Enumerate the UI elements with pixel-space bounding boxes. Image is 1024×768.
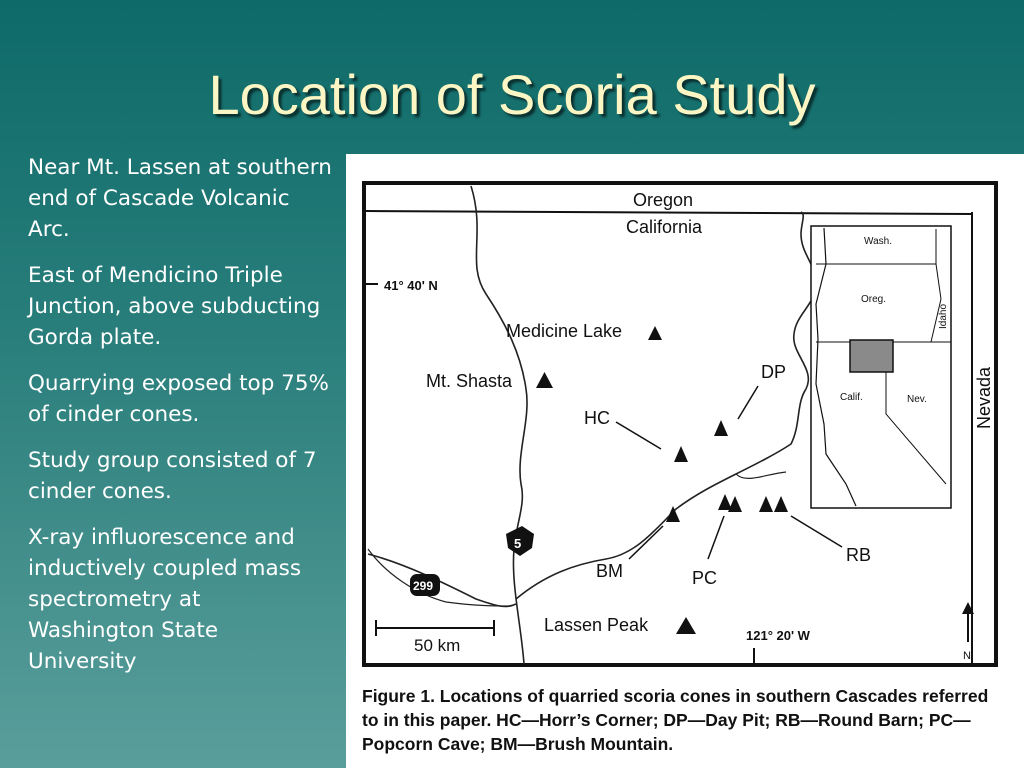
figure-caption: Figure 1. Locations of quarried scoria cones in southern Cascades referred to in this paper. HC—Horr’s Corner; DP—Day Pit; RB—Round Barn; PC—Popcorn Cave; BM—Brush Mountain. <box>362 686 989 754</box>
volcano-triangle <box>536 372 553 388</box>
longitude-label: 121° 20' W <box>746 628 810 643</box>
site-label-pc: PC <box>692 568 718 588</box>
river <box>736 472 786 478</box>
slide-title: Location of Scoria Study <box>208 63 816 126</box>
latitude-label: 41° 40' N <box>384 278 438 293</box>
interstate-label: 5 <box>514 536 522 551</box>
bullet-list <box>28 152 333 692</box>
state-label-california: California <box>626 217 703 237</box>
inset-label-wash: Wash. <box>864 236 892 247</box>
cinder-cone-markers <box>666 420 788 522</box>
state-label-oregon: Oregon <box>633 190 694 210</box>
site-label-rb: RB <box>846 545 872 565</box>
cinder-cone-marker <box>774 496 788 512</box>
inset-map <box>811 226 951 508</box>
bullet-item: Near Mt. Lassen at southern end of Cascade Volcanic Arc. <box>28 155 332 242</box>
leader-line <box>738 386 758 419</box>
bullet-item: East of Mendicino Triple Junction, above subducting Gorda plate. <box>28 263 321 350</box>
location-map <box>346 154 1024 684</box>
river <box>471 186 527 664</box>
study-area-box <box>850 340 893 372</box>
highway-299-route <box>368 549 511 606</box>
leader-line <box>708 516 724 559</box>
inset-label-nev: Nev. <box>907 394 927 405</box>
bullet-item: Quarrying exposed top 75% of cinder cones. <box>28 371 329 427</box>
mt-shasta-label: Mt. Shasta <box>426 371 513 391</box>
river <box>516 389 806 599</box>
cinder-cone-marker <box>714 420 728 436</box>
bullet-item: Study group consisted of 7 cinder cones. <box>28 448 317 504</box>
site-label-hc: HC <box>584 408 610 428</box>
bullet-item: X-ray influorescence and inductively coupled mass spectrometry at Washington State University <box>28 525 302 674</box>
site-label-dp: DP <box>761 362 787 382</box>
scale-label: 50 km <box>414 636 461 655</box>
inset-label-idaho: Idaho <box>938 303 949 329</box>
medicine-lake-label: Medicine Lake <box>506 321 623 341</box>
cinder-cone-marker <box>728 496 742 512</box>
site-label-bm: BM <box>596 561 623 581</box>
leader-line <box>791 516 842 547</box>
leader-line <box>629 526 663 559</box>
inset-label-calif: Calif. <box>840 392 863 403</box>
cinder-cone-marker <box>718 494 732 510</box>
volcano-triangle <box>648 326 662 340</box>
cinder-cone-marker <box>674 446 688 462</box>
cinder-cone-marker <box>759 496 773 512</box>
state-border-or-ca <box>366 211 972 214</box>
leader-line <box>616 422 661 449</box>
state-label-nevada: Nevada <box>974 366 994 429</box>
volcano-triangle <box>676 617 696 634</box>
inset-label-oreg: Oreg. <box>861 294 887 305</box>
river <box>368 554 516 606</box>
north-label: N <box>963 650 971 662</box>
figure-panel <box>346 154 1024 768</box>
highway-label: 299 <box>413 579 434 593</box>
lassen-peak-label: Lassen Peak <box>544 615 649 635</box>
